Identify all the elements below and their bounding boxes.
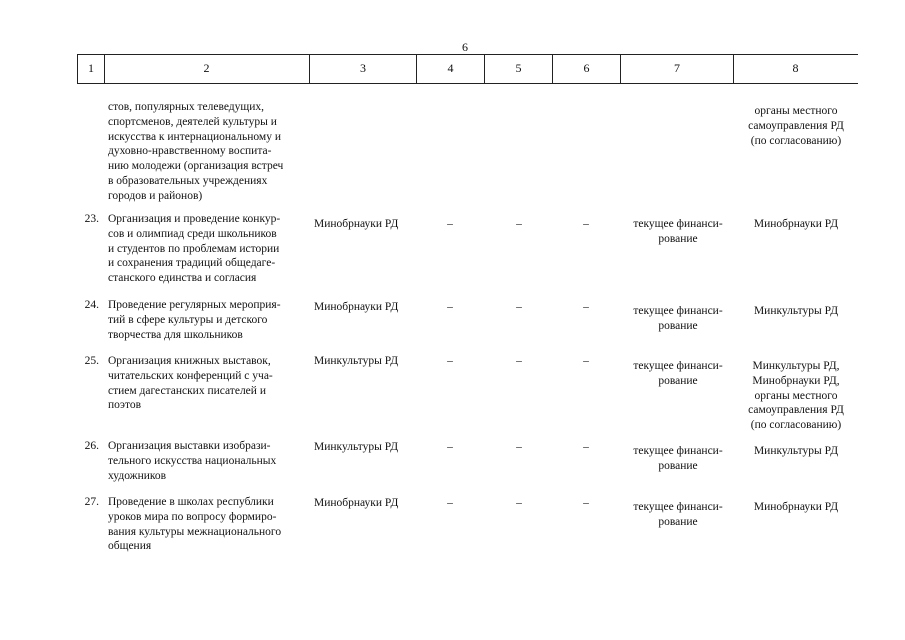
text-line: в образовательных учреждениях [108, 174, 268, 187]
header-col-7: 7 [621, 55, 734, 83]
row-executor: Минобрнауки РД [314, 497, 399, 509]
header-col-2: 2 [104, 55, 310, 83]
text-line: духовно-нравственному воспита- [108, 145, 272, 158]
continuation-col8 [734, 104, 858, 148]
header-col-4: 4 [417, 55, 485, 83]
text-line: художников [108, 469, 167, 482]
row-executor: Минкультуры РД [314, 441, 399, 453]
text-line: текущее финанси- [633, 501, 723, 513]
row-description [108, 439, 306, 483]
header-col-5: 5 [485, 55, 553, 83]
text-line: и сохранения традиций общедаге- [108, 257, 276, 270]
text-line: рование [658, 459, 698, 472]
row-col6: – [583, 355, 589, 367]
row-col4: – [447, 441, 453, 453]
row-col5: – [516, 301, 522, 313]
row-financing [622, 359, 734, 389]
page-number: 6 [462, 40, 468, 54]
row-col5: – [516, 497, 522, 509]
text-line: вания культуры межнационального [108, 525, 282, 538]
text-line: читательских конференций с уча- [108, 369, 273, 382]
row-col5: – [516, 218, 522, 230]
text-line: самоуправления РД [748, 404, 844, 417]
text-line: Минобрнауки РД, [752, 374, 840, 387]
text-line: Организация выставки изобрази- [108, 440, 271, 452]
text-line: тельного искусства национальных [108, 454, 277, 467]
row-col4: – [447, 301, 453, 313]
row-col5: – [516, 441, 522, 453]
row-number: 26. [84, 440, 99, 452]
text-line: уроков мира по вопросу формиро- [108, 510, 277, 523]
text-line: (по согласованию) [750, 134, 842, 147]
row-col6: – [583, 497, 589, 509]
text-line: Организация книжных выставок, [108, 355, 271, 367]
row-col4: – [447, 497, 453, 509]
continuation-description [108, 100, 306, 204]
row-col6: – [583, 301, 589, 313]
row-col6: – [583, 218, 589, 230]
row-description [108, 495, 306, 554]
row-financing [622, 217, 734, 247]
row-number: 27. [84, 496, 99, 508]
row-col4: – [447, 218, 453, 230]
header-col-1: 1 [77, 55, 105, 83]
table-header-row [77, 54, 858, 84]
row-financing [622, 304, 734, 334]
text-line: стием дагестанских писателей и [108, 384, 266, 397]
text-line: тий в сфере культуры и детского [108, 313, 268, 326]
row-description [108, 354, 306, 413]
text-line: общения [108, 540, 152, 553]
row-col8 [734, 359, 858, 433]
text-line: рование [658, 232, 698, 245]
text-line: Минкультуры РД [753, 305, 839, 317]
header-col-3: 3 [310, 55, 417, 83]
text-line: органы местного [754, 389, 838, 402]
text-line: Минкультуры РД, [752, 360, 840, 372]
row-executor: Минобрнауки РД [314, 218, 399, 230]
row-executor: Минкультуры РД [314, 355, 399, 367]
row-col8 [734, 217, 858, 232]
text-line: спортсменов, деятелей культуры и [108, 115, 277, 128]
row-col4: – [447, 355, 453, 367]
text-line: Минобрнауки РД [753, 501, 839, 513]
row-description [108, 298, 306, 342]
text-line: поэтов [108, 399, 142, 412]
row-number: 24. [84, 299, 99, 311]
header-col-8: 8 [792, 61, 799, 75]
row-executor: Минобрнауки РД [314, 301, 399, 313]
row-description [108, 212, 306, 286]
row-col8 [734, 444, 858, 459]
text-line: и студентов по проблемам истории [108, 242, 280, 255]
row-col8 [734, 304, 858, 319]
row-col6: – [583, 441, 589, 453]
text-line: городов и районов) [108, 189, 203, 202]
text-line: самоуправления РД [748, 119, 844, 132]
row-number: 23. [84, 213, 99, 225]
text-line: сов и олимпиад среди школьников [108, 227, 277, 240]
text-line: текущее финанси- [633, 445, 723, 457]
text-line: органы местного [754, 105, 838, 117]
row-number: 25. [84, 355, 99, 367]
text-line: стов, популярных телеведущих, [108, 101, 265, 113]
row-financing [622, 500, 734, 530]
text-line: (по согласованию) [750, 419, 842, 432]
row-col8 [734, 500, 858, 515]
text-line: рование [658, 515, 698, 528]
text-line: Минкультуры РД [753, 445, 839, 457]
text-line: искусства к интернациональному и [108, 130, 281, 143]
text-line: Проведение регулярных мероприя- [108, 299, 281, 311]
header-col-6: 6 [553, 55, 621, 83]
text-line: Проведение в школах республики [108, 496, 274, 508]
text-line: рование [658, 374, 698, 387]
text-line: Минобрнауки РД [753, 218, 839, 230]
text-line: текущее финанси- [633, 305, 723, 317]
text-line: текущее финанси- [633, 360, 723, 372]
text-line: станского единства и согласия [108, 272, 257, 285]
text-line: творчества для школьников [108, 328, 243, 341]
text-line: нию молодежи (организация встреч [108, 160, 284, 173]
row-financing [622, 444, 734, 474]
text-line: Организация и проведение конкур- [108, 213, 281, 225]
text-line: текущее финанси- [633, 218, 723, 230]
text-line: рование [658, 319, 698, 332]
row-col5: – [516, 355, 522, 367]
